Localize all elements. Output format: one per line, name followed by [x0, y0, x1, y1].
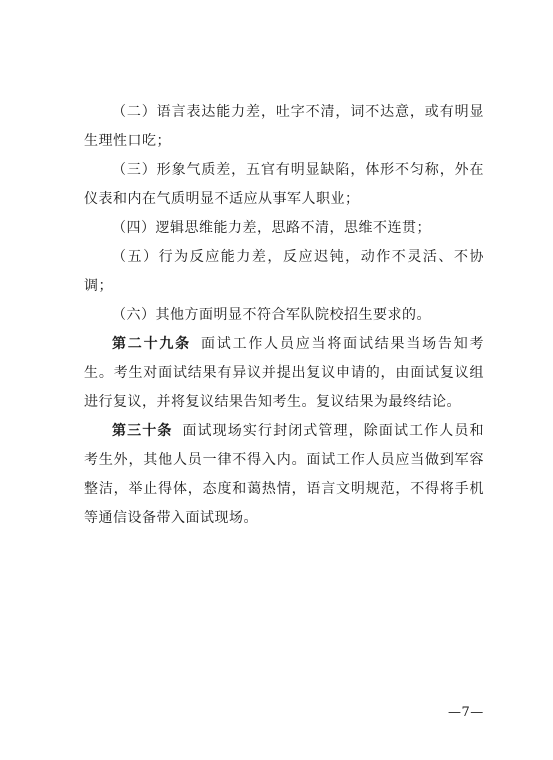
list-item-5: （五）行为反应能力差，反应迟钝，动作不灵活、不协调； [84, 249, 484, 294]
article-30 [84, 417, 484, 533]
article-30-label: 第三十条 [112, 423, 173, 439]
document-body [84, 98, 484, 533]
article-29-label: 第二十九条 [112, 336, 191, 352]
list-item-3: （三）形象气质差，五官有明显缺陷，体形不匀称，外在仪表和内在气质明显不适应从事军人职业； [84, 162, 484, 207]
list-item-6: （六）其他方面明显不符合军队院校招生要求的。 [112, 307, 431, 323]
article-30-text: 面试现场实行封闭式管理，除面试工作人员和考生外，其他人员一律不得入内。面试工作人员应当做到军容整洁，举止得体，态度和蔼热情，语言文明规范，不得将手机等通信设备带入面试现场。 [84, 423, 485, 526]
list-item-2: （二）语言表达能力差，吐字不清，词不达意，或有明显生理性口吃； [84, 104, 484, 149]
page-number: —7— [448, 705, 484, 720]
article-29 [84, 330, 484, 417]
article-29-text: 面试工作人员应当将面试结果当场告知考生。考生对面试结果有异议并提出复议申请的，由面试复议组进行复议，并将复议结果告知考生。复议结果为最终结论。 [84, 336, 485, 410]
list-item-4: （四）逻辑思维能力差，思路不清，思维不连贯； [112, 220, 431, 236]
